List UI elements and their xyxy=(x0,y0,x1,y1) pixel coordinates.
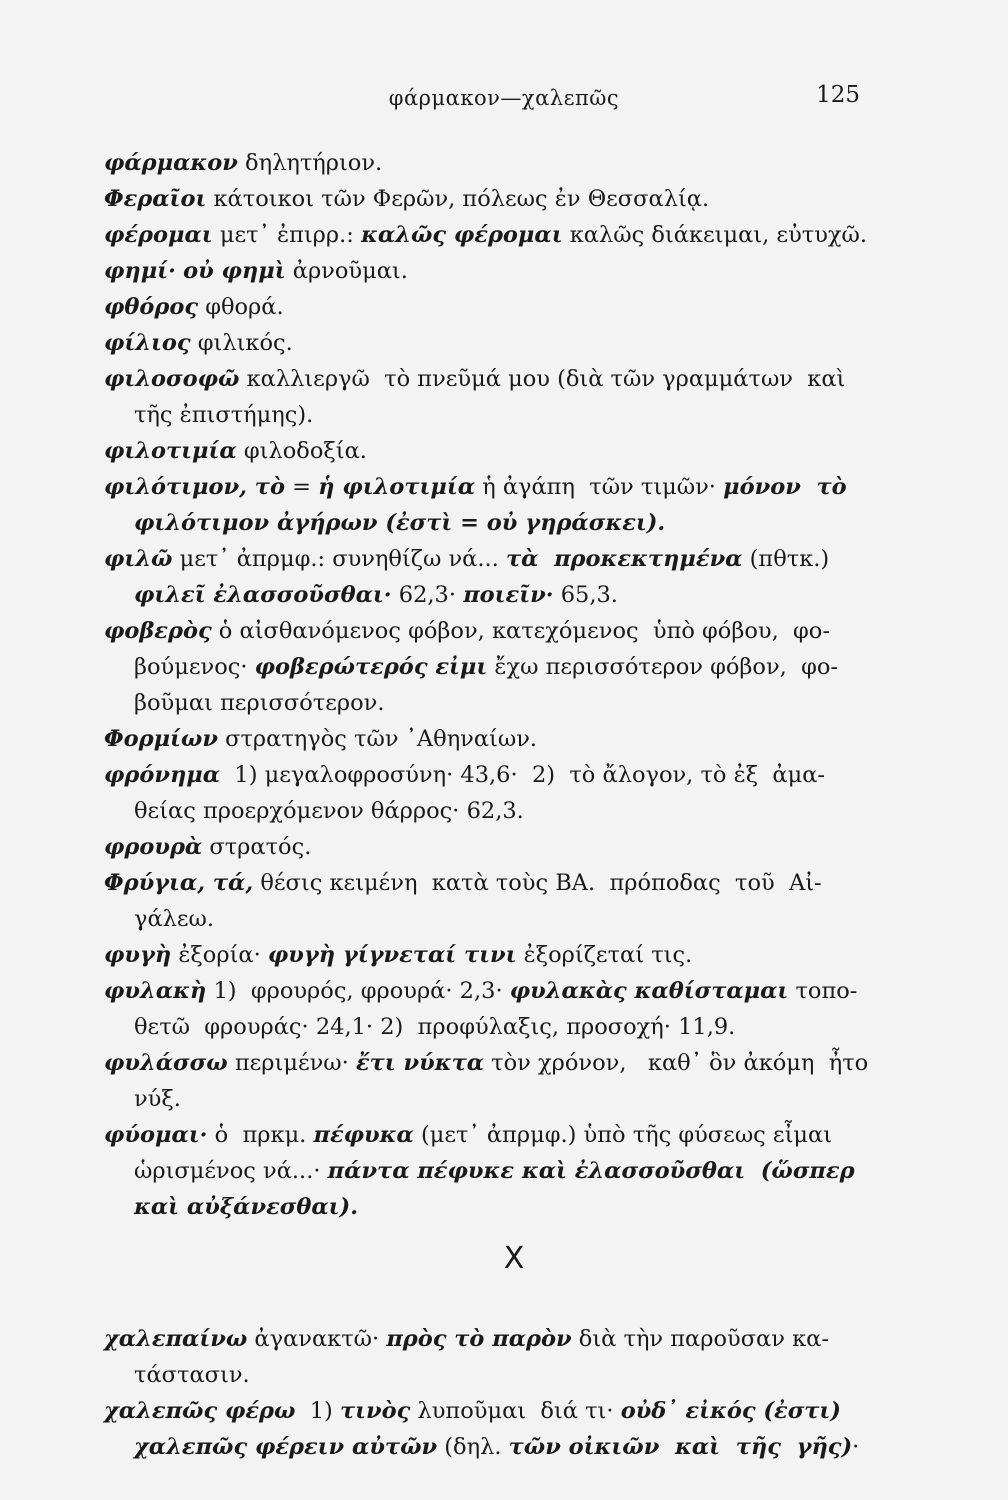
entry-text: περιμένω· xyxy=(227,1050,356,1076)
entry-continuation-line xyxy=(104,1357,904,1393)
entry-first-line xyxy=(104,541,904,577)
entry-lemma: χαλεπαίνω xyxy=(104,1326,248,1352)
dictionary-entry xyxy=(104,253,904,289)
dictionary-entry xyxy=(104,1117,904,1225)
entry-text: κάτοικοι τῶν Φερῶν, πόλεως ἐν Θεσσαλίᾳ. xyxy=(206,186,710,212)
entry-first-line xyxy=(104,469,904,505)
entry-text: 1) xyxy=(295,1398,340,1424)
entry-text: τῆς ἐπιστήμης). xyxy=(134,402,314,428)
entry-text: μετ᾿ ἀπρμφ.: συνηθίζω νά... xyxy=(172,546,506,572)
entry-lemma: φιλοτιμία xyxy=(104,438,237,464)
entry-text: ( xyxy=(437,1434,454,1460)
dictionary-entry xyxy=(104,1045,904,1117)
entry-continuation-line xyxy=(104,649,904,685)
dictionary-entry xyxy=(104,433,904,469)
entry-lemma: Φορμίων xyxy=(104,726,218,752)
entry-continuation-line xyxy=(104,397,904,433)
entry-continuation-line xyxy=(104,1081,904,1117)
entry-bold-phrase: μόνον τὸ xyxy=(723,474,847,500)
entry-first-line xyxy=(104,757,904,793)
entry-continuation-line xyxy=(104,685,904,721)
page-number: 125 xyxy=(816,82,860,108)
entry-first-line xyxy=(104,325,904,361)
entry-first-line xyxy=(104,181,904,217)
entry-bold-phrase: πρὸς τὸ παρὸν xyxy=(386,1326,572,1352)
entry-lemma: φιλοσοφῶ xyxy=(104,366,240,392)
entry-text: ἀγανακτῶ· xyxy=(247,1326,387,1352)
entry-bold-phrase: φυγὴ γίγνεταί τινι xyxy=(267,942,517,968)
entry-lemma: Φρύγια, τά, xyxy=(104,870,254,896)
entry-continuation-line xyxy=(104,1189,904,1225)
dictionary-entry xyxy=(104,1393,904,1465)
entry-first-line xyxy=(104,361,904,397)
entry-text: στρατηγὸς τῶν ᾿Αθηναίων. xyxy=(217,726,538,752)
entry-first-line xyxy=(104,433,904,469)
entry-lemma: φυγὴ xyxy=(104,942,172,968)
entry-first-line xyxy=(104,289,904,325)
entry-lemma: φίλιος xyxy=(104,330,191,356)
entry-text: φιλικός. xyxy=(190,330,293,356)
entry-continuation-line xyxy=(104,1429,904,1465)
entry-text: δηλητήριον. xyxy=(237,150,383,176)
section-letter: Χ xyxy=(503,1241,525,1276)
entry-bold-phrase: τινὸς xyxy=(339,1398,411,1424)
entry-lemma: φημί· xyxy=(104,258,176,284)
entry-text: στρατός. xyxy=(202,834,312,860)
entry-first-line xyxy=(104,1117,904,1153)
entry-first-line xyxy=(104,145,904,181)
entry-continuation-line xyxy=(104,577,904,613)
entry-text: δηλ. xyxy=(453,1434,509,1460)
entry-lemma: φιλότιμον ἀγήρων (ἐστὶ = οὐ γηράσκει). xyxy=(134,510,666,536)
entry-lemma: καὶ αὐξάνεσθαι). xyxy=(134,1194,359,1220)
entry-lemma: φάρμακον xyxy=(104,150,238,176)
entry-first-line xyxy=(104,1321,904,1357)
dictionary-entry xyxy=(104,721,904,757)
entry-lemma: φιλῶ xyxy=(104,546,173,572)
entry-text: 65,3. xyxy=(553,582,618,608)
entry-text: φθορά. xyxy=(198,294,284,320)
entry-lemma: χαλεπῶς φέρω xyxy=(104,1398,296,1424)
entry-text: θετῶ φρουράς· 24,1· 2) προφύλαξις, προσοχή· 11,9. xyxy=(134,1014,736,1040)
entry-text: καλῶς διάκειμαι, εὐτυχῶ. xyxy=(562,222,868,248)
dictionary-entry xyxy=(104,865,904,937)
entry-lemma: φυλάσσω xyxy=(104,1050,228,1076)
entry-text: τὸν χρόνον, καθ᾿ ὃν ἀκόμη ἦτο xyxy=(484,1050,869,1076)
dictionary-entry xyxy=(104,145,904,181)
dictionary-entry xyxy=(104,325,904,361)
running-head xyxy=(0,82,1008,118)
entry-text xyxy=(176,258,183,284)
entry-text: μετ᾿ ἐπιρρ.: xyxy=(212,222,361,248)
dictionary-entry xyxy=(104,361,904,433)
dictionary-entry xyxy=(104,1321,904,1393)
entry-continuation-line xyxy=(104,793,904,829)
dictionary-entry xyxy=(104,973,904,1045)
entry-text: τοπο- xyxy=(788,978,858,1004)
entry-text: νύξ. xyxy=(134,1086,181,1112)
entry-lemma: φέρομαι xyxy=(104,222,213,248)
entry-lemma: φύομαι· xyxy=(104,1122,208,1148)
entry-lemma: φοβερὸς xyxy=(104,618,212,644)
entry-text: ἡ ἀγάπη τῶν τιμῶν· xyxy=(475,474,724,500)
entry-bold-phrase: φοβερώτερός εἰμι xyxy=(254,654,488,680)
entry-first-line xyxy=(104,1393,904,1429)
dictionary-entry xyxy=(104,181,904,217)
entry-lemma: Φεραῖοι xyxy=(104,186,207,212)
entry-text: 62,3· xyxy=(391,582,464,608)
entry-text: ὡρισμένος νά...· xyxy=(134,1158,328,1184)
entry-text: βούμενος· xyxy=(134,654,255,680)
entry-continuation-line xyxy=(104,1009,904,1045)
entry-text: φιλοδοξία. xyxy=(236,438,367,464)
entry-text: θέσις κειμένη κατὰ τοὺς ΒΑ. πρόποδας τοῦ Αἰ- xyxy=(253,870,822,896)
entry-first-line xyxy=(104,865,904,901)
entry-continuation-line xyxy=(104,901,904,937)
entry-lemma: φυλακὴ xyxy=(104,978,207,1004)
entry-bold-phrase: ποιεῖν· xyxy=(463,582,554,608)
dictionary-entry xyxy=(104,829,904,865)
running-title: φάρμακον—χαλεπῶς xyxy=(388,86,620,110)
entry-text: γάλεω. xyxy=(134,906,215,932)
dictionary-entry xyxy=(104,469,904,541)
dictionary-entry xyxy=(104,757,904,829)
entry-first-line xyxy=(104,613,904,649)
dictionary-entry xyxy=(104,217,904,253)
entry-text: = xyxy=(284,474,319,500)
entry-lemma: χαλεπῶς φέρειν αὐτῶν xyxy=(134,1434,438,1460)
entry-bold-phrase: οὐ φημὶ xyxy=(183,258,286,284)
entries-chi xyxy=(104,1321,904,1465)
entry-text: καλλιεργῶ τὸ πνεῦμά μου (διὰ τῶν γραμμάτων καὶ xyxy=(239,366,846,392)
entry-bold-phrase: πέφυκα xyxy=(313,1122,414,1148)
entry-text: ὁ πρκμ. xyxy=(207,1122,314,1148)
entries-phi xyxy=(104,145,904,1225)
entry-first-line xyxy=(104,721,904,757)
entry-first-line xyxy=(104,253,904,289)
dictionary-entry xyxy=(104,289,904,325)
entry-lemma: φιλότιμον, τὸ xyxy=(104,474,285,500)
entry-text: τάστασιν. xyxy=(134,1362,250,1388)
entry-text: (μετ᾿ ἀπρμφ.) ὑπὸ τῆς φύσεως εἶμαι xyxy=(413,1122,833,1148)
entry-text: (πθτκ.) xyxy=(742,546,830,572)
entry-lemma: φιλεῖ ἐλασσοῦσθαι· xyxy=(134,582,392,608)
entry-first-line xyxy=(104,937,904,973)
dictionary-entry xyxy=(104,613,904,721)
entry-bold-phrase: ἡ φιλοτιμία xyxy=(318,474,476,500)
entry-text: ἀρνοῦμαι. xyxy=(285,258,408,284)
entry-bold-phrase: τὰ προκεκτημένα xyxy=(505,546,743,572)
entry-lemma: φθόρος xyxy=(104,294,199,320)
entry-bold-phrase: φυλακὰς καθίσταμαι xyxy=(509,978,789,1004)
entry-bold-phrase: πάντα πέφυκε καὶ ἐλασσοῦσθαι (ὥσπερ xyxy=(327,1158,855,1184)
entry-bold-phrase: τῶν οἰκιῶν καὶ τῆς γῆς) xyxy=(508,1434,853,1460)
entry-text: λυποῦμαι διά τι· xyxy=(410,1398,621,1424)
entry-text: θείας προερχόμενον θάρρος· 62,3. xyxy=(134,798,524,824)
entry-text: 1) φρουρός, φρουρά· 2,3· xyxy=(206,978,510,1004)
dictionary-body xyxy=(104,145,904,1465)
entry-continuation-line xyxy=(104,505,904,541)
entry-bold-phrase: ἔτι νύκτα xyxy=(355,1050,485,1076)
entry-text: διὰ τὴν παροῦσαν κα- xyxy=(571,1326,829,1352)
entry-continuation-line xyxy=(104,1153,904,1189)
entry-text: ἐξορίζεταί τις. xyxy=(516,942,693,968)
entry-bold-phrase: καλῶς φέρομαι xyxy=(361,222,563,248)
entry-text: · xyxy=(852,1434,860,1460)
entry-first-line xyxy=(104,829,904,865)
entry-text: ἔχω περισσότερον φόβον, φο- xyxy=(487,654,838,680)
entry-text: βοῦμαι περισσότερον. xyxy=(134,690,385,716)
entry-text: ὁ αἰσθανόμενος φόβον, κατεχόμενος ὑπὸ φόβου, φο- xyxy=(211,618,830,644)
entry-lemma: φρουρὰ xyxy=(104,834,203,860)
entry-text: ἐξορία· xyxy=(171,942,268,968)
entry-bold-phrase: οὐδ᾿ εἰκός (ἐστι) xyxy=(620,1398,841,1424)
dictionary-entry xyxy=(104,937,904,973)
entry-first-line xyxy=(104,217,904,253)
entry-first-line xyxy=(104,1045,904,1081)
entry-text: 1) μεγαλοφροσύνη· 43,6· 2) τὸ ἄλογον, τὸ ἐξ ἀμα- xyxy=(220,762,826,788)
dictionary-entry xyxy=(104,541,904,613)
entry-first-line xyxy=(104,973,904,1009)
entry-lemma: φρόνημα xyxy=(104,762,221,788)
